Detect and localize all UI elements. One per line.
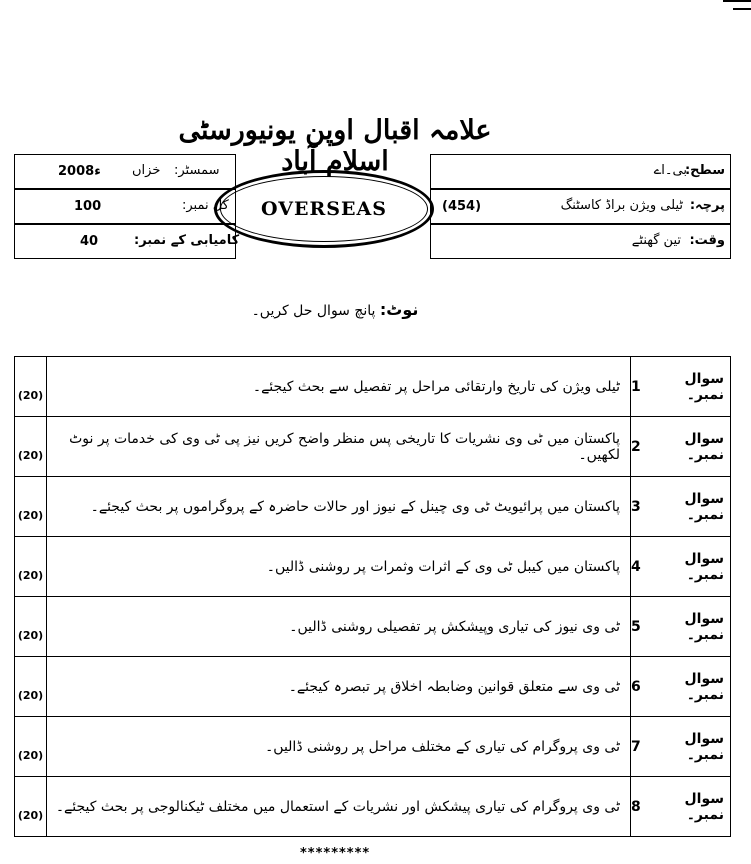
total-marks-value: 100 <box>74 199 102 214</box>
question-number: 8 <box>631 798 641 815</box>
question-marks: (20) <box>15 357 47 416</box>
question-label-text: سوال نمبر۔ <box>684 730 724 763</box>
semester-value: خزاں <box>132 163 161 178</box>
question-text: ٹی وی سے متعلق قوانین وضابطہ اخلاق پر تبصرہ کیجئے۔ <box>288 678 620 695</box>
instruction-note <box>250 300 420 319</box>
corner-mark <box>733 8 751 10</box>
question-label-text: سوال نمبر۔ <box>684 670 724 703</box>
question-text: ٹیلی ویژن کی تاریخ وارتقائی مراحل پر تفصیل سے بحث کیجئے۔ <box>252 378 620 395</box>
question-text: پاکستان میں ٹی وی نشریات کا تاریخی پس منظر واضح کریں نیز پی ٹی وی کی خدمات پر نوٹ لکھیں۔ <box>69 430 620 463</box>
question-label <box>630 417 730 476</box>
question-label <box>630 477 730 536</box>
semester-year: 2008ء <box>58 164 101 179</box>
question-marks: (20) <box>15 537 47 596</box>
university-title: علامہ اقبال اوپن یونیورسٹی اسلام آباد <box>178 115 492 177</box>
question-text: ٹی وی پروگرام کی تیاری کے مختلف مراحل پر روشنی ڈالیں۔ <box>265 738 620 755</box>
question-label <box>630 357 730 416</box>
question-marks: (20) <box>15 597 47 656</box>
time-value: تین گھنٹے <box>631 233 681 248</box>
questions-table <box>14 356 731 837</box>
question-number: 4 <box>631 558 641 575</box>
question-text: ٹی وی نیوز کی تیاری وپیشکش پر تفصیلی روشنی ڈالیں۔ <box>289 618 620 635</box>
question-label-text: سوال نمبر۔ <box>684 370 724 403</box>
question-row <box>14 777 731 837</box>
note-text: پانچ سوال حل کریں۔ <box>251 303 376 319</box>
question-number: 3 <box>631 498 641 515</box>
question-row <box>14 537 731 597</box>
question-label <box>630 657 730 716</box>
question-number: 7 <box>631 738 641 755</box>
course-code: (454) <box>442 199 482 214</box>
corner-mark <box>723 0 751 2</box>
pass-marks-label: کامیابی کے نمبر: <box>134 233 240 248</box>
question-text: ٹی وی پروگرام کی تیاری پیشکش اور نشریات کے استعمال میں مختلف ٹیکنالوجی پر بحث کیجئے۔ <box>55 798 620 815</box>
footer-stars: ********* <box>300 846 371 861</box>
question-number: 6 <box>631 678 641 695</box>
level-value: بی۔اے <box>653 163 687 178</box>
question-row <box>14 657 731 717</box>
course-name: ٹیلی ویژن براڈ کاسٹنگ <box>560 198 683 213</box>
note-label: نوٹ: <box>379 300 419 319</box>
question-marks: (20) <box>15 417 47 476</box>
question-label <box>630 777 730 836</box>
question-marks: (20) <box>15 777 47 836</box>
question-text: پاکستان میں کیبل ٹی وی کے اثرات وثمرات پر روشنی ڈالیں۔ <box>266 558 620 575</box>
total-marks-label: کل نمبر: <box>182 198 229 213</box>
question-label-text: سوال نمبر۔ <box>684 490 724 523</box>
question-label <box>630 597 730 656</box>
question-label <box>630 717 730 776</box>
question-row <box>14 717 731 777</box>
question-label-text: سوال نمبر۔ <box>684 430 724 463</box>
question-row <box>14 357 731 417</box>
semester-label: سمسٹر: <box>174 163 220 178</box>
question-text: پاکستان میں پرائیویٹ ٹی وی چینل کے نیوز اور حالات حاضرہ کے پروگراموں پر بحث کیجئے۔ <box>90 498 620 515</box>
question-label-text: سوال نمبر۔ <box>684 610 724 643</box>
question-row <box>14 477 731 537</box>
pass-marks-value: 40 <box>80 234 99 249</box>
question-marks: (20) <box>15 657 47 716</box>
question-row <box>14 597 731 657</box>
course-label: پرچہ: <box>689 198 725 213</box>
level-label: سطح: <box>684 163 725 178</box>
question-row <box>14 417 731 477</box>
question-label-text: سوال نمبر۔ <box>684 790 724 823</box>
question-number: 2 <box>631 438 641 455</box>
question-label-text: سوال نمبر۔ <box>684 550 724 583</box>
question-number: 5 <box>631 618 641 635</box>
time-label: وقت: <box>689 233 725 248</box>
question-label <box>630 537 730 596</box>
overseas-stamp: OVERSEAS <box>214 170 434 248</box>
question-marks: (20) <box>15 717 47 776</box>
question-number: 1 <box>631 378 641 395</box>
question-marks: (20) <box>15 477 47 536</box>
